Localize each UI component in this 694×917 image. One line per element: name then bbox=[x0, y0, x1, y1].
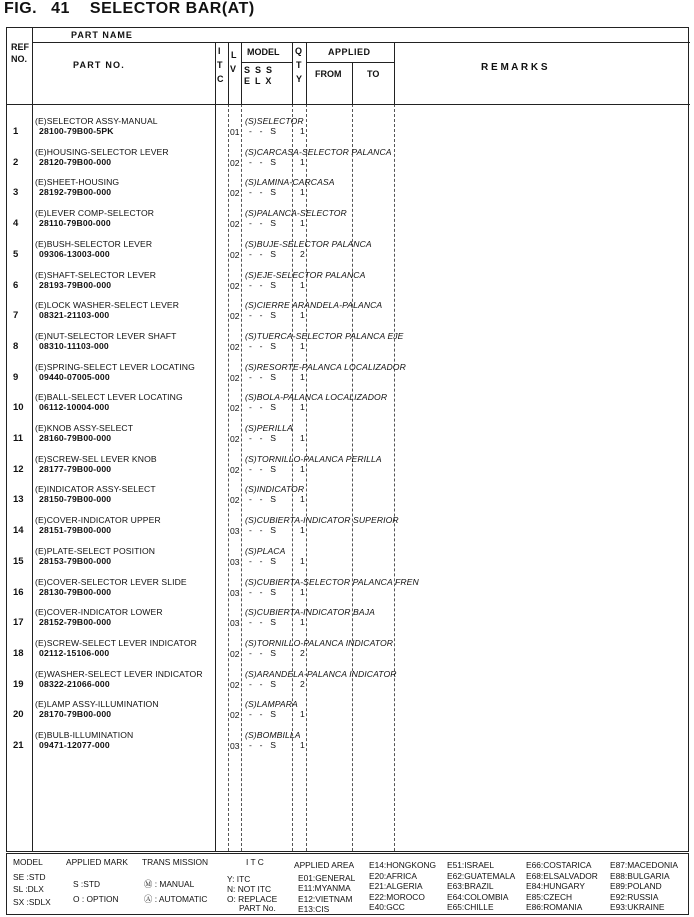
part-name: (E)SHAFT-SELECTOR LEVER bbox=[35, 269, 157, 280]
header-to: TO bbox=[367, 69, 380, 79]
legend-area-e20: E20:AFRICA bbox=[369, 871, 417, 881]
ref-number: 15 bbox=[13, 555, 24, 567]
ref-number: 19 bbox=[13, 678, 24, 690]
legend-model-sx: SX :SDLX bbox=[13, 897, 51, 907]
header-lv-2: V bbox=[230, 64, 237, 74]
part-name: (E)LAMP ASSY-ILLUMINATION bbox=[35, 699, 159, 710]
ref-number: 20 bbox=[13, 709, 24, 721]
remark-text: (S)LAMINA-CARCASA bbox=[245, 177, 335, 188]
legend bbox=[6, 853, 689, 915]
remark-text: (S)EJE-SELECTOR PALANCA bbox=[245, 269, 366, 280]
itc-code: 02 bbox=[230, 249, 240, 260]
part-name: (E)WASHER-SELECT LEVER INDICATOR bbox=[35, 668, 203, 679]
ref-number: 21 bbox=[13, 740, 24, 751]
ref-number: 18 bbox=[13, 647, 24, 659]
remark-text: (S)BOMBILLA bbox=[245, 730, 301, 740]
header-itc-3: C bbox=[217, 74, 224, 84]
quantity: 1 bbox=[300, 555, 305, 566]
quantity: 2 bbox=[300, 678, 305, 689]
remark-text: (S)INDICATOR bbox=[245, 484, 305, 495]
part-number: 28170-79B00-000 bbox=[39, 709, 112, 720]
quantity: 1 bbox=[300, 371, 305, 382]
header-itc-2: T bbox=[217, 60, 223, 70]
legend-itc-y: Y: ITC bbox=[227, 874, 251, 884]
remark-text: (S)CUBIERTA-SELECTOR PALANCA FREN bbox=[245, 576, 419, 587]
ref-number: 9 bbox=[13, 371, 19, 383]
itc-code: 03 bbox=[230, 618, 240, 629]
itc-code: 03 bbox=[230, 556, 240, 567]
header-line-1 bbox=[32, 42, 690, 43]
legend-area-e14: E14:HONGKONG bbox=[369, 860, 437, 870]
itc-code: 02 bbox=[230, 648, 240, 659]
legend-area-e13: E13:CIS bbox=[298, 904, 330, 914]
part-number: 02112-15106-000 bbox=[39, 647, 110, 658]
part-name: (E)BUSH-SELECTOR LEVER bbox=[35, 238, 153, 249]
part-number: 28192-79B00-000 bbox=[39, 187, 112, 198]
col-divider-lv bbox=[241, 42, 242, 104]
remark-text: (S)BUJE-SELECTOR PALANCA bbox=[245, 238, 372, 249]
quantity: 1 bbox=[300, 340, 305, 351]
part-name: (E)COVER-INDICATOR LOWER bbox=[35, 607, 163, 618]
model-marks: - - S bbox=[249, 156, 278, 167]
ref-number: 7 bbox=[13, 310, 19, 322]
ref-number: 16 bbox=[13, 586, 24, 598]
part-name: (E)COVER-INDICATOR UPPER bbox=[35, 515, 161, 526]
legend-trans-auto: Ⓐ : AUTOMATIC bbox=[144, 894, 208, 904]
legend-area-e66: E66:COSTARICA bbox=[526, 860, 592, 870]
remark-text: (S)RESORTE-PALANCA LOCALIZADOR bbox=[245, 361, 406, 372]
legend-model-sl: SL :DLX bbox=[13, 884, 44, 894]
legend-area-e65: E65:CHILLE bbox=[447, 902, 494, 912]
legend-trans-head: TRANS MISSION bbox=[142, 857, 209, 867]
model-marks: - - S bbox=[249, 402, 278, 413]
model-marks: - - S bbox=[249, 187, 278, 198]
remark-text: (S)CIERRE ARANDELA-PALANCA bbox=[245, 300, 383, 311]
legend-applied-mark-head: APPLIED MARK bbox=[66, 857, 128, 867]
header-remarks: R E M A R K S bbox=[481, 62, 548, 73]
header-ref: REF bbox=[11, 42, 29, 52]
part-name: (E)NUT-SELECTOR LEVER SHAFT bbox=[35, 330, 177, 341]
quantity: 1 bbox=[300, 218, 305, 229]
quantity: 1 bbox=[300, 126, 305, 136]
ref-number: 11 bbox=[13, 433, 24, 444]
header-qty-2: T bbox=[296, 60, 302, 70]
model-marks: - - S bbox=[249, 525, 278, 536]
ref-number: 8 bbox=[13, 340, 19, 352]
quantity: 1 bbox=[300, 279, 305, 290]
remark-text: (S)PALANCA-SELECTOR bbox=[245, 208, 347, 219]
itc-code: 03 bbox=[230, 526, 240, 537]
fig-title-text: SELECTOR BAR(AT) bbox=[89, 0, 255, 17]
part-number: 28153-79B00-000 bbox=[39, 555, 112, 566]
quantity: 1 bbox=[300, 494, 305, 505]
legend-itc-n: N: NOT ITC bbox=[227, 884, 272, 894]
model-marks: - - S bbox=[249, 740, 278, 750]
quantity: 1 bbox=[300, 617, 305, 628]
header-qty-3: Y bbox=[296, 74, 303, 84]
legend-area-e51: E51:ISRAEL bbox=[447, 860, 495, 870]
model-marks: - - S bbox=[249, 678, 278, 689]
part-number: 28193-79B00-000 bbox=[39, 279, 112, 290]
quantity: 1 bbox=[300, 187, 305, 198]
ref-number: 17 bbox=[13, 617, 24, 629]
ref-number: 10 bbox=[13, 402, 24, 414]
itc-code: 02 bbox=[230, 464, 240, 475]
legend-area-e68: E68:ELSALVADOR bbox=[526, 871, 598, 881]
remark-text: (S)CUBIERTA-INDICATOR SUPERIOR bbox=[245, 515, 399, 526]
model-marks: - - S bbox=[249, 310, 278, 321]
part-name: (E)KNOB ASSY-SELECT bbox=[35, 423, 134, 433]
legend-area-e21: E21:ALGERIA bbox=[369, 881, 423, 891]
quantity: 1 bbox=[300, 463, 305, 474]
quantity: 1 bbox=[300, 402, 305, 413]
remark-text: (S)PERILLA bbox=[245, 423, 293, 433]
quantity: 1 bbox=[300, 156, 305, 167]
remark-text: (S)TORNILLO-PALANCA INDICATOR bbox=[245, 637, 394, 648]
legend-itc-o: O: REPLACE bbox=[227, 894, 278, 904]
fig-number: 41 bbox=[51, 0, 70, 17]
col-divider-itc bbox=[228, 42, 229, 104]
remark-text: (S)PLACA bbox=[245, 545, 286, 556]
header-lv-1: L bbox=[231, 50, 237, 60]
quantity: 2 bbox=[300, 248, 305, 259]
part-name: (E)SPRING-SELECT LEVER LOCATING bbox=[35, 361, 195, 372]
itc-code: 02 bbox=[230, 403, 240, 414]
ref-number: 3 bbox=[13, 187, 19, 199]
itc-code: 02 bbox=[230, 372, 240, 383]
legend-area-e11: E11:MYANMA bbox=[298, 883, 351, 893]
part-name: (E)HOUSING-SELECTOR LEVER bbox=[35, 146, 169, 157]
model-marks: - - S bbox=[249, 647, 278, 658]
remark-text: (S)CARCASA-SELECTOR PALANCA bbox=[245, 146, 392, 157]
header-itc-1: I bbox=[218, 46, 221, 56]
table-row bbox=[7, 730, 690, 767]
legend-area-e64: E64:COLOMBIA bbox=[447, 892, 509, 902]
itc-code: 02 bbox=[230, 495, 240, 506]
model-marks: - - S bbox=[249, 279, 278, 290]
part-name: (E)SCREW-SEL LEVER KNOB bbox=[35, 453, 157, 464]
itc-code: 01 bbox=[230, 127, 240, 137]
ref-number: 1 bbox=[13, 126, 19, 137]
part-number: 28151-79B00-000 bbox=[39, 525, 112, 536]
part-number: 28120-79B00-000 bbox=[39, 156, 112, 167]
remark-text: (S)LAMPARA bbox=[245, 699, 298, 710]
itc-code: 02 bbox=[230, 341, 240, 352]
header-line-bottom bbox=[7, 104, 690, 105]
ref-number: 5 bbox=[13, 248, 19, 260]
header-qty-1: Q bbox=[295, 46, 303, 56]
legend-mark-std: S :STD bbox=[73, 879, 100, 889]
legend-itc-partno: PART No. bbox=[239, 903, 276, 913]
legend-itc-head: I T C bbox=[246, 857, 264, 867]
header-model: MODEL bbox=[247, 47, 280, 57]
remark-text: (S)TUERCA-SELECTOR PALANCA EJE bbox=[245, 330, 404, 341]
remark-text: (S)BOLA-PALANCA LOCALIZADOR bbox=[245, 392, 388, 403]
header-line-applied bbox=[306, 62, 394, 63]
legend-area-e84: E84:HUNGARY bbox=[526, 881, 585, 891]
part-name: (E)SCREW-SELECT LEVER INDICATOR bbox=[35, 637, 197, 648]
quantity: 1 bbox=[300, 709, 305, 720]
legend-area-e63: E63:BRAZIL bbox=[447, 881, 494, 891]
model-marks: - - S bbox=[249, 126, 278, 136]
itc-code: 02 bbox=[230, 311, 240, 322]
part-number: 28100-79B00-5PK bbox=[39, 126, 114, 136]
col-divider-applied bbox=[394, 42, 395, 104]
legend-area-e12: E12:VIETNAM bbox=[298, 894, 353, 904]
model-marks: - - S bbox=[249, 555, 278, 566]
quantity: 1 bbox=[300, 586, 305, 597]
part-number: 09440-07005-000 bbox=[39, 371, 110, 382]
itc-code: 02 bbox=[230, 280, 240, 291]
legend-area-e01: E01:GENERAL bbox=[298, 873, 356, 883]
part-name: (E)COVER-SELECTOR LEVER SLIDE bbox=[35, 576, 187, 587]
part-number: 09306-13003-000 bbox=[39, 248, 110, 259]
part-number: 08321-21103-000 bbox=[39, 310, 110, 321]
ref-number: 14 bbox=[13, 525, 24, 537]
col-divider-qty bbox=[306, 42, 307, 104]
header-model-top: S S S bbox=[244, 65, 273, 75]
header-no: NO. bbox=[11, 54, 28, 64]
header-applied: APPLIED bbox=[328, 47, 371, 57]
itc-code: 02 bbox=[230, 434, 240, 444]
header-model-bottom: E L X bbox=[244, 76, 272, 86]
part-name: (E)INDICATOR ASSY-SELECT bbox=[35, 484, 156, 495]
fig-label: FIG. bbox=[4, 0, 38, 17]
quantity: 1 bbox=[300, 525, 305, 536]
model-marks: - - S bbox=[249, 709, 278, 720]
col-divider-from bbox=[352, 62, 353, 104]
part-number: 08310-11103-000 bbox=[39, 340, 109, 351]
part-name: (E)BULB-ILLUMINATION bbox=[35, 730, 134, 740]
quantity: 1 bbox=[300, 433, 305, 443]
legend-trans-manual: Ⓜ : MANUAL bbox=[144, 879, 195, 889]
itc-code: 03 bbox=[230, 587, 240, 598]
part-name: (E)BALL-SELECT LEVER LOCATING bbox=[35, 392, 183, 403]
model-marks: - - S bbox=[249, 463, 278, 474]
part-name: (E)LEVER COMP-SELECTOR bbox=[35, 208, 155, 219]
model-marks: - - S bbox=[249, 433, 278, 443]
model-marks: - - S bbox=[249, 218, 278, 229]
ref-number: 2 bbox=[13, 156, 19, 168]
model-marks: - - S bbox=[249, 340, 278, 351]
remark-text: (S)ARANDELA-PALANCA INDICATOR bbox=[245, 668, 397, 679]
legend-area-e89: E89:POLAND bbox=[610, 881, 662, 891]
page-title bbox=[4, 0, 255, 18]
part-number: 28130-79B00-000 bbox=[39, 586, 112, 597]
part-number: 28110-79B00-000 bbox=[39, 218, 111, 229]
itc-code: 02 bbox=[230, 219, 240, 230]
ref-number: 12 bbox=[13, 463, 24, 475]
part-name: (E)PLATE-SELECT POSITION bbox=[35, 545, 156, 556]
legend-area-e62: E62:GUATEMALA bbox=[447, 871, 516, 881]
legend-model-head: MODEL bbox=[13, 857, 43, 867]
legend-area-e86: E86:ROMANIA bbox=[526, 902, 583, 912]
ref-number: 13 bbox=[13, 494, 24, 506]
header-from: FROM bbox=[315, 69, 342, 79]
quantity: 2 bbox=[300, 647, 305, 658]
header-line-model bbox=[241, 62, 292, 63]
part-name: (E)SHEET-HOUSING bbox=[35, 177, 120, 188]
model-marks: - - S bbox=[249, 617, 278, 628]
legend-mark-option: O : OPTION bbox=[73, 894, 119, 904]
legend-area-head: APPLIED AREA bbox=[294, 860, 355, 870]
itc-code: 02 bbox=[230, 679, 240, 690]
legend-area-e40: E40:GCC bbox=[369, 902, 405, 912]
model-marks: - - S bbox=[249, 494, 278, 505]
part-number: 28152-79B00-000 bbox=[39, 617, 112, 628]
part-number: 06112-10004-000 bbox=[39, 402, 110, 413]
itc-code: 03 bbox=[230, 741, 240, 751]
header-part-name: PART NAME bbox=[71, 30, 133, 40]
legend-area-e93: E93:UKRAINE bbox=[610, 902, 665, 912]
ref-number: 6 bbox=[13, 279, 19, 291]
legend-area-e87: E87:MACEDONIA bbox=[610, 860, 678, 870]
legend-area-e85: E85:CZECH bbox=[526, 892, 573, 902]
model-marks: - - S bbox=[249, 586, 278, 597]
part-number: 09471-12077-000 bbox=[39, 740, 110, 750]
model-marks: - - S bbox=[249, 248, 278, 259]
part-name: (E)SELECTOR ASSY-MANUAL bbox=[35, 116, 158, 126]
part-name: (E)LOCK WASHER-SELECT LEVER bbox=[35, 300, 180, 311]
quantity: 1 bbox=[300, 310, 305, 321]
remark-text: (S)SELECTOR bbox=[245, 116, 304, 126]
itc-code: 02 bbox=[230, 157, 240, 168]
col-divider-model bbox=[292, 42, 293, 104]
remark-text: (S)CUBIERTA-INDICATOR BAJA bbox=[245, 607, 375, 618]
model-marks: - - S bbox=[249, 371, 278, 382]
header-part-no: PART NO. bbox=[73, 60, 125, 70]
itc-code: 02 bbox=[230, 188, 240, 199]
part-number: 28150-79B00-000 bbox=[39, 494, 112, 505]
parts-table bbox=[6, 27, 689, 852]
legend-area-e22: E22:MOROCO bbox=[369, 892, 425, 902]
legend-area-e88: E88:BULGARIA bbox=[610, 871, 670, 881]
part-number: 28177-79B00-000 bbox=[39, 463, 112, 474]
part-number: 28160-79B00-000 bbox=[39, 433, 112, 443]
remark-text: (S)TORNILLO-PALANCA PERILLA bbox=[245, 453, 382, 464]
part-number: 08322-21066-000 bbox=[39, 678, 110, 689]
quantity: 1 bbox=[300, 740, 305, 750]
legend-model-se: SE :STD bbox=[13, 872, 46, 882]
legend-area-e92: E92:RUSSIA bbox=[610, 892, 659, 902]
ref-number: 4 bbox=[13, 218, 19, 230]
itc-code: 02 bbox=[230, 710, 240, 721]
